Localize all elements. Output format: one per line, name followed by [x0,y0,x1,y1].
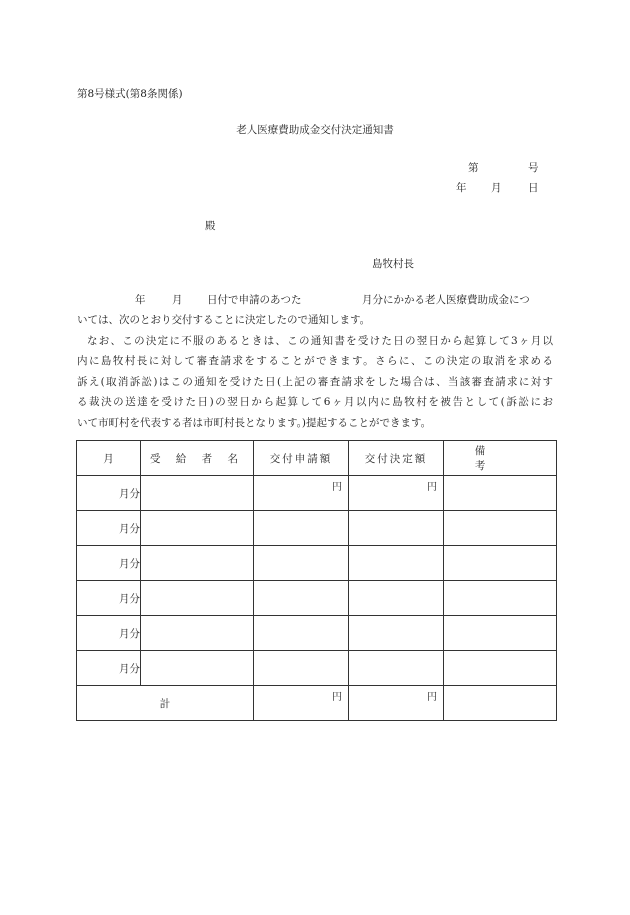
header-application-amount: 交付申請額 [254,441,349,476]
body-line-5: 訴え(取消訴訟)はこの通知を受けた日(上記の審査請求をした場合は、当該審査請求に対す [77,376,553,388]
yen-unit: 円 [332,692,342,703]
month-cell: 月分 [77,546,141,581]
remarks-cell [444,651,557,686]
total-remarks-cell [444,686,557,721]
remarks-cell [444,616,557,651]
recipient-cell [141,616,254,651]
table-header-row [77,441,557,476]
body-text-segment: 日付で申請のあつた [207,294,302,306]
body-line-6: る裁決の送達を受けた日)の翌日から起算して6ヶ月以内に島牧村を被告として(訴訟にお [77,396,553,408]
application-amount-cell [254,581,349,616]
yen-unit: 円 [332,482,342,493]
date-month-label: 月 [491,182,502,194]
table-row [77,511,557,546]
document-number-suffix: 号 [528,162,539,174]
grant-table [76,440,557,721]
header-decision-amount: 交付決定額 [349,441,444,476]
month-cell: 月分 [77,476,141,511]
header-remarks: 備 考 [444,441,557,476]
body-line-7: いて市町村を代表する者は市町村長となります。)提起することができます。 [77,417,432,429]
decision-amount-cell [349,616,444,651]
date-day-label: 日 [528,182,539,194]
table-row [77,651,557,686]
remarks-cell [444,476,557,511]
recipient-cell [141,511,254,546]
table-total-row [77,686,557,721]
recipient-cell [141,651,254,686]
total-application-amount-cell [254,686,349,721]
application-amount-cell [254,616,349,651]
body-line-4: 内に島牧村長に対して審査請求をすることができます。さらに、この決定の取消を求める [77,355,553,367]
application-amount-cell [254,546,349,581]
table-row [77,546,557,581]
application-amount-cell [254,651,349,686]
table-row [77,581,557,616]
yen-unit: 円 [427,692,437,703]
sender-name: 島牧村長 [372,258,414,270]
recipient-cell [141,476,254,511]
recipient-cell [141,546,254,581]
decision-amount-cell [349,511,444,546]
total-label: 計 [77,686,254,721]
month-cell: 月分 [77,616,141,651]
body-text-segment: 月分にかかる老人医療費助成金につ [362,294,530,306]
date-year-label: 年 [456,182,467,194]
body-line-3: なお、この決定に不服のあるときは、この通知書を受けた日の翌日から起算して3ヶ月以 [87,335,553,347]
yen-unit: 円 [427,482,437,493]
decision-amount-cell [349,651,444,686]
recipient-cell [141,581,254,616]
table-row [77,476,557,511]
month-cell: 月分 [77,581,141,616]
remarks-cell [444,581,557,616]
decision-amount-cell [349,546,444,581]
document-number-prefix: 第 [468,162,479,174]
body-year-label: 年 [135,294,146,306]
remarks-cell [444,546,557,581]
body-line-2: いては、次のとおり交付することに決定したので通知します。 [77,314,371,326]
remarks-cell [444,511,557,546]
body-month-label: 月 [172,294,183,306]
table-row [77,616,557,651]
form-number: 第8号様式(第8条関係) [77,88,183,100]
document-title: 老人医療費助成金交付決定通知書 [236,124,394,136]
header-recipient-name: 受 給 者 名 [141,441,254,476]
addressee-honorific: 殿 [205,220,216,232]
decision-amount-cell [349,581,444,616]
month-cell: 月分 [77,511,141,546]
application-amount-cell [254,511,349,546]
header-month: 月 [77,441,141,476]
total-decision-amount-cell [349,686,444,721]
month-cell: 月分 [77,651,141,686]
decision-amount-cell [349,476,444,511]
application-amount-cell [254,476,349,511]
